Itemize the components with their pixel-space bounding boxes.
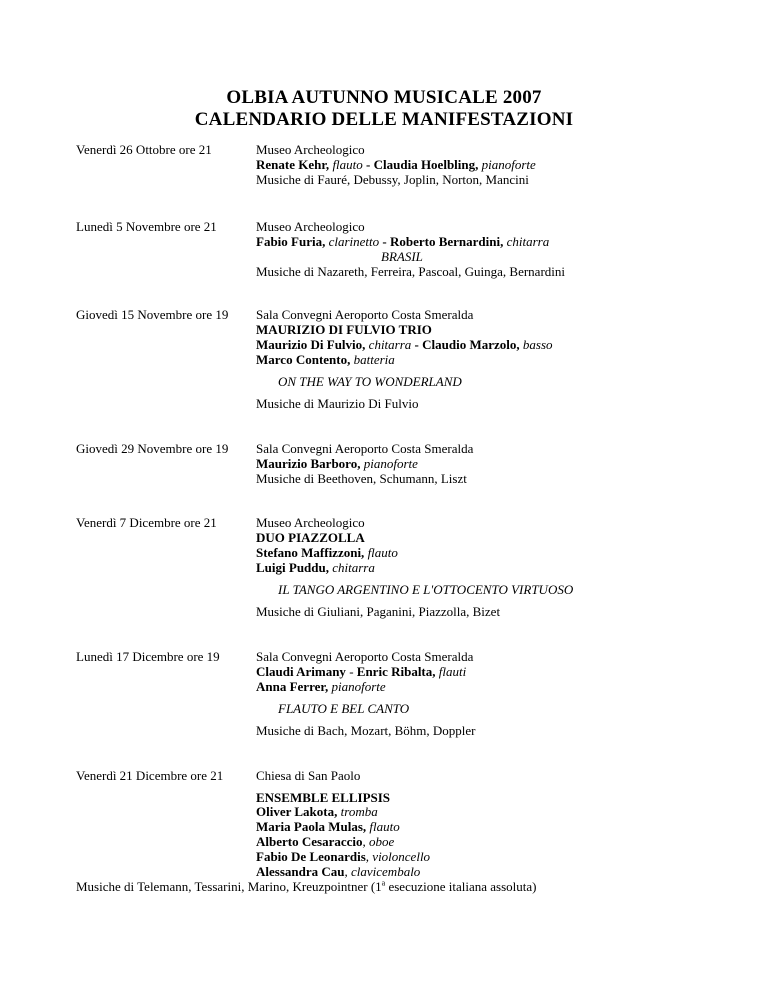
event-date: Venerdì 21 Dicembre ore 21 bbox=[76, 768, 224, 783]
event-performers bbox=[256, 456, 418, 471]
program-text: Musiche di Telemann, Tessarini, Marino, Kreuzpointner (1 bbox=[76, 879, 382, 894]
event-performers bbox=[256, 864, 420, 879]
performer-instrument: flauto bbox=[369, 819, 400, 834]
event-venue: Chiesa di San Paolo bbox=[256, 768, 361, 783]
performer-name: Maria Paola Mulas, bbox=[256, 819, 367, 834]
event-performers bbox=[256, 664, 466, 679]
performer-instrument: chitarra bbox=[506, 234, 550, 249]
performer-name: Claudia Hoelbling, bbox=[373, 157, 479, 172]
performer-instrument: chitarra bbox=[368, 337, 412, 352]
event-performers bbox=[256, 819, 400, 834]
event-venue: Museo Archeologico bbox=[256, 219, 365, 234]
performer-name: Alberto Cesaraccio bbox=[256, 834, 363, 849]
event-ensemble: ENSEMBLE ELLIPSIS bbox=[256, 790, 391, 805]
page-title: OLBIA AUTUNNO MUSICALE 2007 bbox=[226, 87, 542, 108]
performer-instrument: clarinetto bbox=[328, 234, 380, 249]
performer-name: Enric Ribalta, bbox=[356, 664, 436, 679]
event-date: Venerdì 26 Ottobre ore 21 bbox=[76, 142, 212, 157]
performer-instrument: tromba bbox=[340, 804, 378, 819]
performer-instrument: flauti bbox=[438, 664, 467, 679]
event-subtitle: BRASIL bbox=[381, 249, 423, 264]
event-venue: Sala Convegni Aeroporto Costa Smeralda bbox=[256, 649, 474, 664]
performer-name: Maurizio Di Fulvio, bbox=[256, 337, 366, 352]
performer-separator: - bbox=[414, 337, 419, 352]
performer-instrument: , clavicembalo bbox=[344, 864, 421, 879]
event-subtitle: ON THE WAY TO WONDERLAND bbox=[278, 374, 462, 389]
event-program: Musiche di Maurizio Di Fulvio bbox=[256, 396, 419, 411]
performer-instrument: , violoncello bbox=[365, 849, 431, 864]
event-subtitle: FLAUTO E BEL CANTO bbox=[278, 701, 410, 716]
event-performers bbox=[256, 352, 395, 367]
performer-instrument: pianoforte bbox=[331, 679, 386, 694]
event-performers bbox=[256, 849, 430, 864]
performer-separator: - bbox=[382, 234, 387, 249]
page-subtitle: CALENDARIO DELLE MANIFESTAZIONI bbox=[194, 109, 574, 130]
performer-name: Stefano Maffizzoni, bbox=[256, 545, 365, 560]
event-program: Musiche di Bach, Mozart, Böhm, Doppler bbox=[256, 723, 476, 738]
event-program: Musiche di Fauré, Debussy, Joplin, Norton, Mancini bbox=[256, 172, 529, 187]
event-date: Lunedì 5 Novembre ore 21 bbox=[76, 219, 217, 234]
performer-name: Renate Kehr, bbox=[256, 157, 330, 172]
event-ensemble: MAURIZIO DI FULVIO TRIO bbox=[256, 322, 432, 337]
performer-name: Anna Ferrer, bbox=[256, 679, 329, 694]
event-performers bbox=[256, 545, 398, 560]
performer-name: Fabio De Leonardis bbox=[256, 849, 366, 864]
event-venue: Sala Convegni Aeroporto Costa Smeralda bbox=[256, 441, 474, 456]
performer-instrument: , oboe bbox=[362, 834, 395, 849]
performer-instrument: batteria bbox=[353, 352, 395, 367]
performer-instrument: chitarra bbox=[332, 560, 375, 575]
event-venue: Museo Archeologico bbox=[256, 142, 365, 157]
event-performers bbox=[256, 157, 536, 172]
performer-instrument: pianoforte bbox=[363, 456, 418, 471]
event-program bbox=[76, 879, 536, 894]
event-performers bbox=[256, 679, 386, 694]
event-date: Lunedì 17 Dicembre ore 19 bbox=[76, 649, 220, 664]
performer-name: Roberto Bernardini, bbox=[389, 234, 504, 249]
performer-separator: - bbox=[366, 157, 371, 172]
event-venue: Museo Archeologico bbox=[256, 515, 365, 530]
program-text: esecuzione italiana assoluta) bbox=[385, 879, 537, 894]
program-superscript: a bbox=[381, 878, 386, 888]
event-date: Giovedì 29 Novembre ore 19 bbox=[76, 441, 229, 456]
performer-name: Marco Contento, bbox=[256, 352, 351, 367]
performer-instrument: flauto bbox=[367, 545, 398, 560]
performer-instrument: basso bbox=[522, 337, 553, 352]
performer-name: Claudio Marzolo, bbox=[422, 337, 520, 352]
event-subtitle: IL TANGO ARGENTINO E L'OTTOCENTO VIRTUOSO bbox=[278, 582, 574, 597]
performer-name: Claudi Arimany bbox=[256, 664, 346, 679]
performer-instrument: flauto bbox=[332, 157, 363, 172]
event-ensemble: DUO PIAZZOLLA bbox=[256, 530, 365, 545]
performer-name: Luigi Puddu, bbox=[256, 560, 329, 575]
performer-name: Fabio Furia, bbox=[256, 234, 326, 249]
event-program: Musiche di Nazareth, Ferreira, Pascoal, Guinga, Bernardini bbox=[256, 264, 566, 279]
event-performers bbox=[256, 804, 378, 819]
event-performers bbox=[256, 834, 394, 849]
event-program: Musiche di Beethoven, Schumann, Liszt bbox=[256, 471, 467, 486]
event-performers bbox=[256, 234, 549, 249]
event-program: Musiche di Giuliani, Paganini, Piazzolla, Bizet bbox=[256, 604, 501, 619]
performer-name: Maurizio Barboro, bbox=[256, 456, 361, 471]
performer-name: Oliver Lakota, bbox=[256, 804, 338, 819]
event-performers bbox=[256, 337, 553, 352]
event-date: Venerdì 7 Dicembre ore 21 bbox=[76, 515, 217, 530]
event-venue: Sala Convegni Aeroporto Costa Smeralda bbox=[256, 307, 474, 322]
event-performers bbox=[256, 560, 375, 575]
performer-instrument: pianoforte bbox=[481, 157, 536, 172]
performer-separator: - bbox=[349, 664, 354, 679]
event-date: Giovedì 15 Novembre ore 19 bbox=[76, 307, 229, 322]
performer-name: Alessandra Cau bbox=[256, 864, 345, 879]
